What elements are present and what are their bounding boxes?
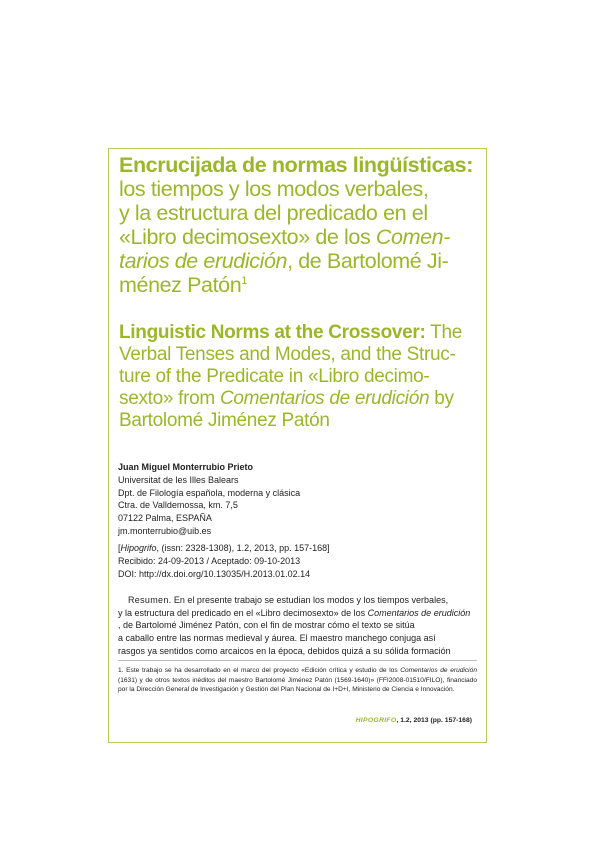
title-en-line4-end: by: [429, 388, 454, 409]
footnote-mark[interactable]: 1: [241, 275, 248, 287]
runner-rest: , 1.2, 2013 (pp. 157-168): [396, 717, 472, 724]
title-es-line5-end: , de Bartolomé Ji-: [287, 249, 449, 273]
title-en-line4-start: sexto» from: [119, 388, 220, 409]
title-en-line2: Verbal Tenses and Modes, and the Struc-: [119, 344, 456, 365]
abstract: [118, 594, 477, 658]
running-footer: [262, 717, 472, 724]
author-affiliation: Universitat de les Illes Balears: [118, 474, 239, 485]
title-es-line4-start: «Libro decimosexto» de los: [119, 225, 376, 249]
footnote-start: 1. Este trabajo se ha desarrollado en el marco del proyecto «Edición crítica y estudio de los: [118, 667, 401, 674]
title-en-line5: Bartolomé Jiménez Patón: [119, 410, 330, 431]
title-en-line1-end: The: [425, 322, 463, 343]
title-english: [119, 322, 481, 432]
footnote: [118, 666, 477, 695]
abstract-line5: rasgos ya sentidos como arcaicos en la época, debidos quizá a su sólida formación: [118, 645, 451, 656]
author-street: Ctra. de Valldemossa, km. 7,5: [118, 500, 238, 511]
title-es-line3: y la estructura del predicado en el: [119, 201, 428, 225]
title-spanish: [119, 153, 481, 297]
title-en-lead: Linguistic Norms at the Crossover:: [119, 322, 426, 343]
abstract-label: Resumen.: [128, 595, 172, 605]
title-en-line4-italic: Comentarios de erudición: [219, 388, 430, 409]
title-es-lead: Encrucijada de normas lingüísticas:: [119, 153, 473, 177]
title-en-line3: ture of the Predicate in «Libro decimo-: [119, 366, 430, 387]
author-name: Juan Miguel Monterrubio Prieto: [118, 462, 254, 472]
author-block: [118, 461, 418, 538]
footnote-rule: [118, 660, 477, 661]
title-es-line6: ménez Patón: [119, 273, 242, 297]
author-city: 07122 Palma, ESPAÑA: [118, 513, 212, 524]
citation-rest: , (issn: 2328-1308), 1.2, 2013, pp. 157-168]: [156, 543, 330, 553]
abstract-line2-italic: Comentarios de erudición: [367, 607, 471, 618]
journal-brand: HIPOGRIFO: [355, 717, 397, 724]
abstract-line2: y la estructura del predicado en el «Libro decimosexto» de los: [118, 607, 368, 618]
footnote-italic: Comentarios de erudición: [400, 667, 477, 674]
abstract-line1: En el presente trabajo se estudian los modos y los tiempos verbales,: [171, 595, 449, 605]
author-email[interactable]: jm.monterrubio@uib.es: [118, 525, 212, 536]
citation-open: [: [118, 543, 121, 553]
title-es-line4-italic: Comen-: [375, 225, 450, 249]
abstract-line3: , de Bartolomé Jiménez Patón, con el fin de mostrar cómo el texto se sitúa: [118, 620, 415, 631]
citation-received: Recibido: 24-09-2013 / Aceptado: 09-10-2013: [118, 555, 301, 566]
title-es-line5-italic: tarios de erudición: [119, 249, 288, 273]
citation-block: [118, 542, 448, 580]
citation-doi[interactable]: DOI: http://dx.doi.org/10.13035/H.2013.01.02.14: [118, 568, 311, 579]
title-es-line2: los tiempos y los modos verbales,: [119, 177, 429, 201]
footnote-rest: (1631) y de otros textos inéditos del maestro Bartolomé Jiménez Patón (1569-1640)» (FFI2008-01510/FILO), financiado por la Dirección General de Investigación y Gestión del Plan Nacional de I+D+I, Ministerio de Ciencia e Innovación.: [118, 676, 477, 694]
author-department: Dpt. de Filología española, moderna y clásica: [118, 487, 301, 498]
citation-journal: Hipogrifo: [120, 543, 157, 553]
abstract-line4: a caballo entre las normas medieval y áurea. El maestro manchego conjuga así: [118, 633, 436, 644]
